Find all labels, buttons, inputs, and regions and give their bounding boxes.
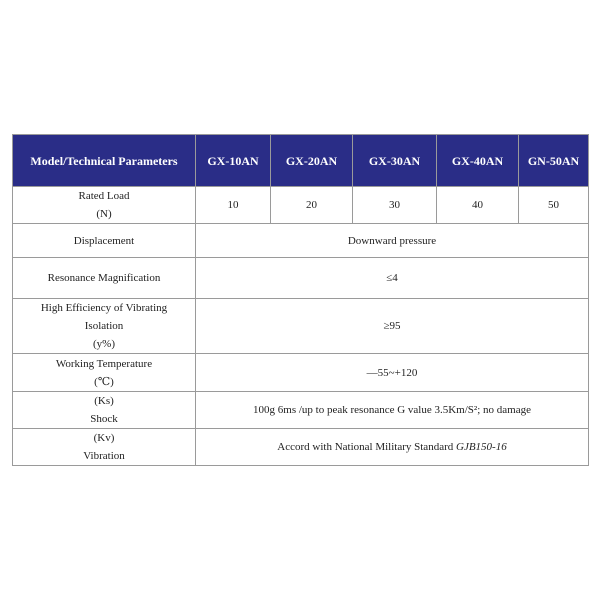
- table-row-working-temperature: [13, 354, 589, 392]
- rated-load-value-gn-50an: 50: [519, 187, 589, 224]
- displacement-value: Downward pressure: [196, 224, 589, 258]
- shock-value: 100g 6ms /up to peak resonance G value 3.5Km/S²; no damage: [196, 392, 589, 429]
- temperature-label: Working Temperature: [55, 357, 153, 370]
- efficiency-label-cell: [13, 299, 196, 354]
- resonance-value: ≤4: [196, 258, 589, 299]
- header-model-gx-30an: GX-30AN: [353, 135, 437, 187]
- header-parameter-label: Model/Technical Parameters: [13, 135, 196, 187]
- table-row-shock: [13, 392, 589, 429]
- shock-label-cell: [13, 392, 196, 429]
- table-row-resonance-magnification: [13, 258, 589, 299]
- table-row-vibration: [13, 429, 589, 466]
- vibration-value-text: Accord with National Military Standard: [277, 441, 456, 453]
- rated-load-value-gx-40an: 40: [437, 187, 519, 224]
- table-row-isolation-efficiency: [13, 299, 589, 354]
- temperature-value: —55~+120: [196, 354, 589, 392]
- rated-load-unit: (N): [96, 208, 112, 220]
- header-model-gx-10an: GX-10AN: [196, 135, 271, 187]
- rated-load-label-cell: [13, 187, 196, 224]
- vibration-standard-code: GJB150-16: [456, 441, 507, 453]
- displacement-label: Displacement: [13, 224, 196, 258]
- header-model-gn-50an: GN-50AN: [519, 135, 589, 187]
- table-row-rated-load: [13, 187, 589, 224]
- efficiency-value: ≥95: [196, 299, 589, 354]
- vibration-symbol: (Kv): [93, 432, 115, 444]
- table-row-displacement: [13, 224, 589, 258]
- resonance-label: Resonance Magnification: [13, 258, 196, 299]
- efficiency-unit: (y%): [93, 338, 115, 350]
- header-model-gx-20an: GX-20AN: [271, 135, 353, 187]
- header-model-gx-40an: GX-40AN: [437, 135, 519, 187]
- technical-parameters-table: [12, 134, 589, 466]
- table-header-row: [13, 135, 589, 187]
- rated-load-value-gx-20an: 20: [271, 187, 353, 224]
- efficiency-label-line2: Isolation: [84, 320, 124, 332]
- temperature-label-cell: [13, 354, 196, 392]
- temperature-unit: (℃): [94, 375, 114, 388]
- efficiency-label-line1: High Efficiency of Vibrating: [40, 302, 168, 314]
- shock-symbol: (Ks): [94, 395, 114, 407]
- vibration-label: Vibration: [83, 450, 125, 462]
- rated-load-value-gx-30an: 30: [353, 187, 437, 224]
- shock-label: Shock: [90, 413, 118, 425]
- rated-load-value-gx-10an: 10: [196, 187, 271, 224]
- vibration-value-cell: [196, 429, 589, 466]
- rated-load-label: Rated Load: [78, 190, 130, 202]
- vibration-label-cell: [13, 429, 196, 466]
